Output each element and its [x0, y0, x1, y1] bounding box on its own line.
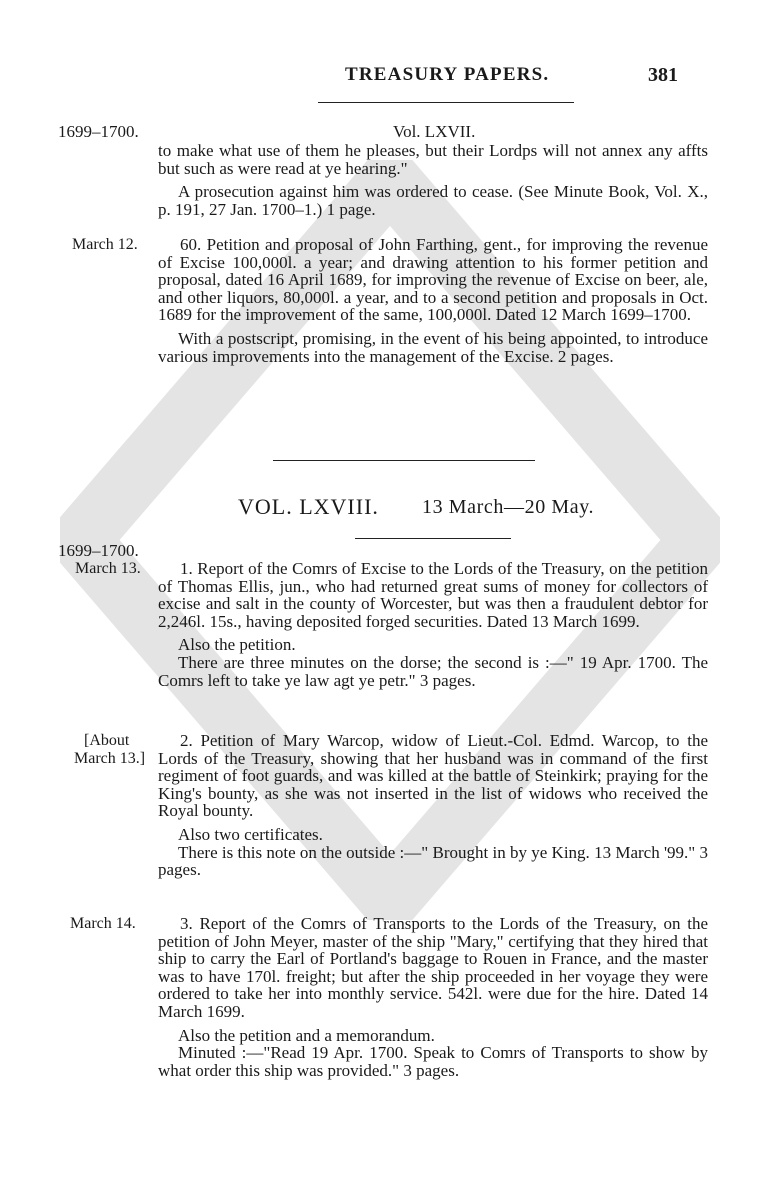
entry-paragraph: With a postscript, promising, in the event of his being appointed, to introduce various improvements into the management of the Excise. 2 pages. [158, 328, 708, 366]
header-rule [318, 102, 574, 103]
entry-date: March 12. [72, 236, 138, 253]
section-dates: 13 March—20 May. [422, 496, 595, 518]
page-number: 381 [648, 64, 678, 86]
entry-paragraph: There are three minutes on the dorse; the second is :—" 19 Apr. 1700. The Comrs left to take ye law agt ye petr." 3 pages. [158, 652, 708, 690]
entry-paragraph: Also the petition. [178, 635, 296, 655]
entry-paragraph: 2. Petition of Mary Warcop, widow of Lieut.-Col. Edmd. Warcop, to the Lords of the Treasury, showing that her husband was in command of the first regiment of foot guards, and was killed at the battle of Steinkirk; praying for the King's bounty, as she was not inserted in the list of widows who received the Royal bounty. [158, 731, 708, 821]
volume-heading: Vol. LXVII. [393, 122, 476, 141]
entry-paragraph: Minuted :—"Read 19 Apr. 1700. Speak to Comrs of Transports to show by what order this ship was provided." 3 pages. [158, 1043, 708, 1080]
section-rule [355, 538, 511, 539]
entry-date: March 13. [75, 560, 141, 577]
entry-paragraph: 60. Petition and proposal of John Farthing, gent., for improving the revenue of Excise 100,000l. a year; and drawing attention to his former petition and proposal, dated 16 April 1689, for improving the revenue of Excise on beer, ale, and other liquors, 80,000l. a year, and to a second petition and proposals in Oct. 1689 for the improvement of the same, 100,000l. Dated 12 March 1699–1700. [158, 235, 708, 325]
entry-paragraph: There is this note on the outside :—" Brought in by ye King. 13 March '99." 3 pages. [158, 842, 708, 880]
entry-paragraph: Also two certificates. [178, 824, 323, 844]
entry-date: March 13.] [74, 750, 146, 767]
entry-paragraph: Also the petition and a memorandum. [178, 1025, 435, 1045]
section-heading [0, 494, 770, 526]
entry-paragraph: 3. Report of the Comrs of Transports to the Lords of the Treasury, on the petition of John Meyer, master of the ship "Mary," certifying that they hired that ship to carry the Earl of Portland's baggage to Rouen in France, and the master was to have 170l. freight; but after the ship proceeded in her voyage they were ordered to take her into monthly service. 542l. were due for the hire. Dated 14 March 1699. [158, 914, 708, 1021]
year-heading: 1699–1700. [58, 122, 139, 141]
entry-2 [158, 732, 708, 885]
entry-paragraph: 1. Report of the Comrs of Excise to the Lords of the Treasury, on the petition of Thomas Ellis, jun., who had returned great sums of money for collectors of excise and salt in the county of Worcester, but was then a fraudulent debtor for 2,246l. 15s., having deposited forged securities. Dated 13 March 1699. [158, 559, 708, 631]
entry-date: [About [84, 732, 130, 749]
continued-note: A prosecution against him was ordered to cease. (See Minute Book, Vol. X., p. 191, 27 Jan. 1700–1.) 1 page. [158, 182, 708, 219]
running-title: TREASURY PAPERS. [345, 64, 550, 85]
running-head [0, 62, 770, 102]
entry-1 [158, 560, 708, 695]
entry-date: March 14. [70, 915, 136, 932]
entry-3 [158, 915, 708, 1085]
section-divider [273, 460, 535, 461]
continued-entry [158, 142, 708, 224]
year-heading: 1699–1700. [58, 541, 139, 560]
continued-paragraph: to make what use of them he pleases, but their Lordps will not annex any affts but such as were read at ye hearing." [158, 141, 708, 178]
entry-60 [158, 236, 708, 371]
section-volume: VOL. LXVIII. [238, 494, 379, 519]
